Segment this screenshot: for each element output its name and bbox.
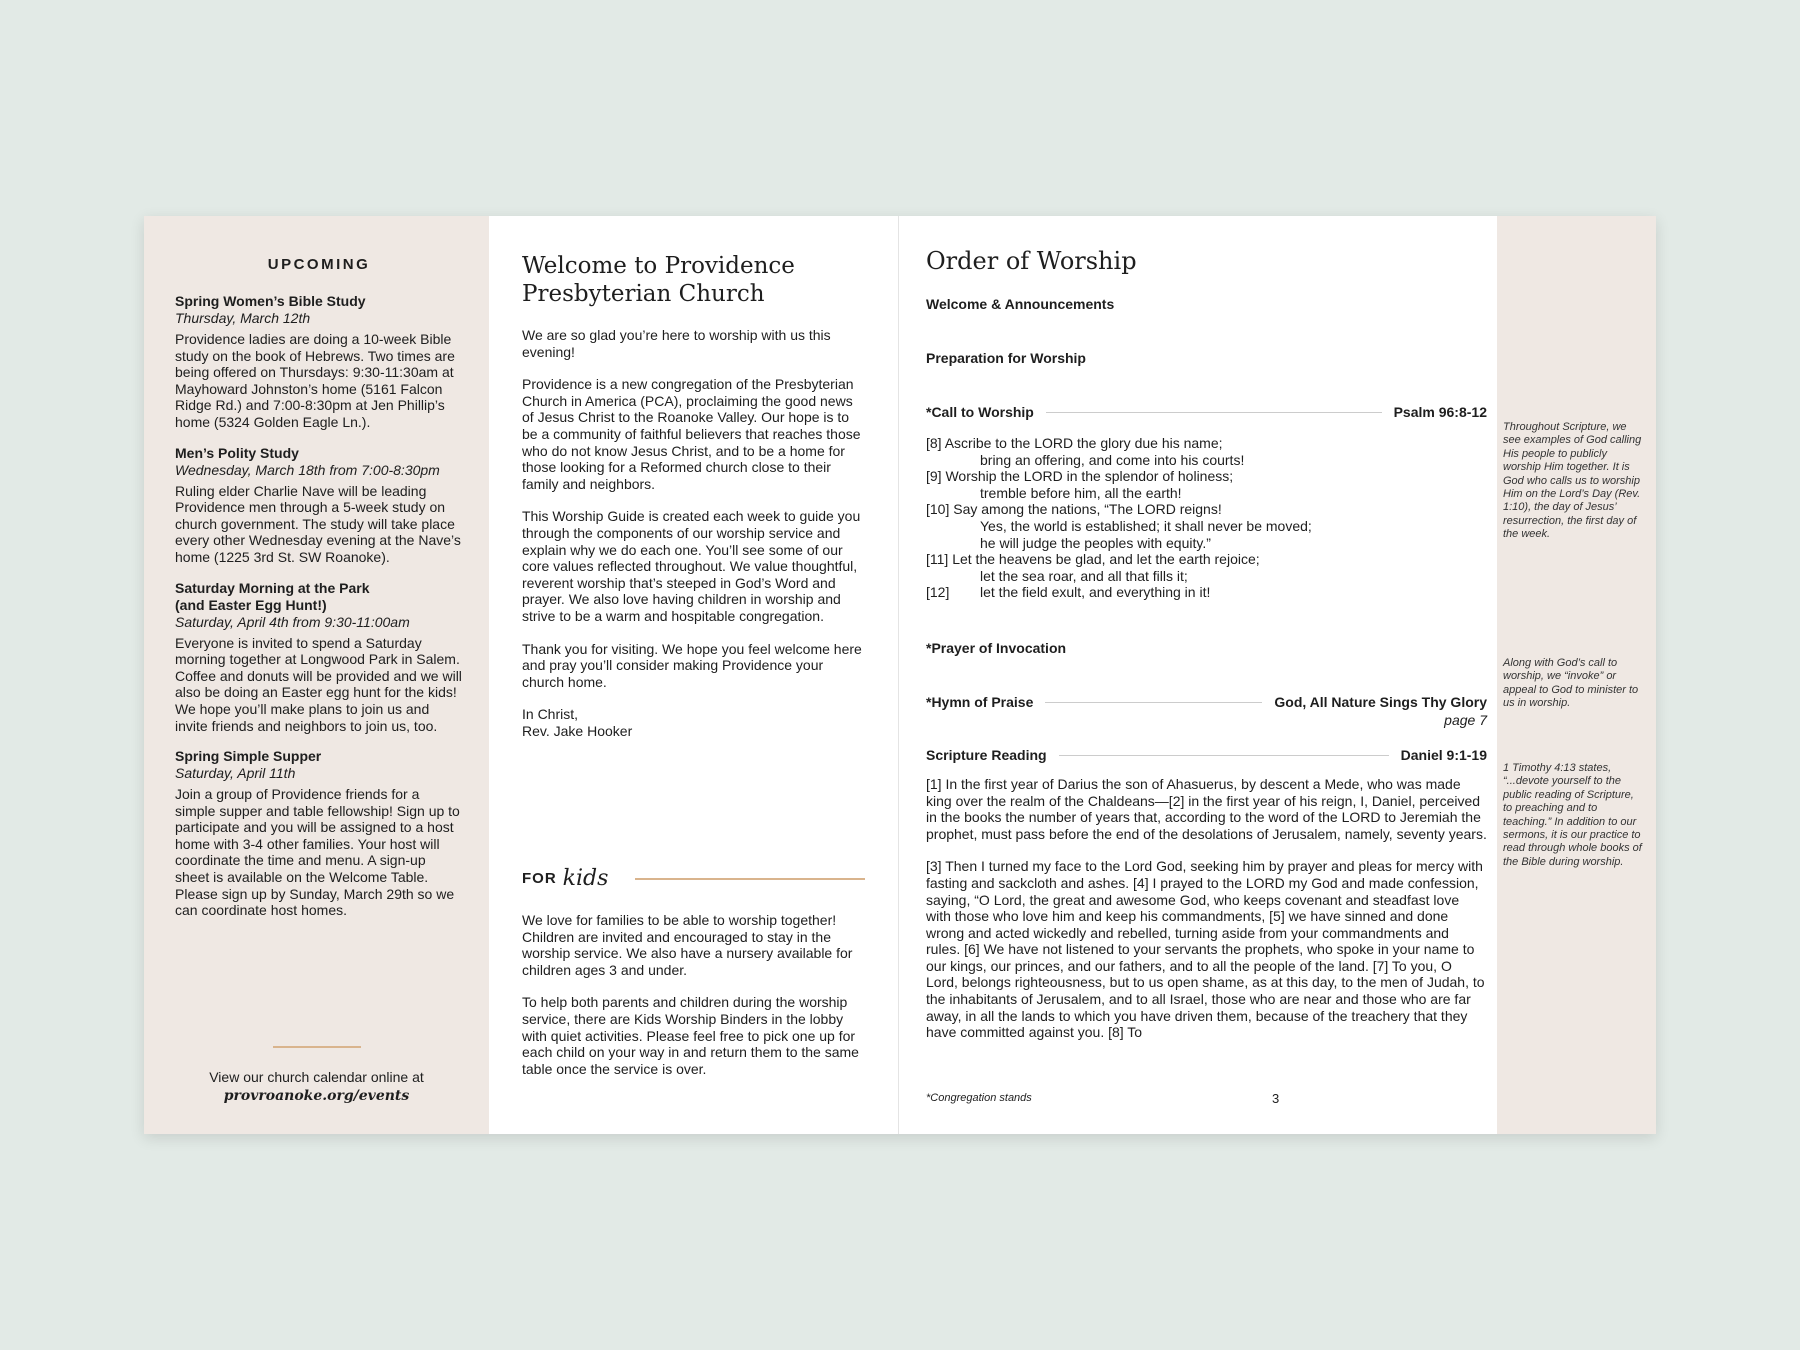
upcoming-heading: UPCOMING [267,256,371,273]
page-number: 3 [1272,1091,1280,1106]
event-title: Men’s Polity Study [175,444,299,461]
order-item-invocation [926,639,1487,657]
order-item-label: *Prayer of Invocation [926,639,1067,656]
scripture-reference: Daniel 9:1-19 [1400,746,1487,763]
verse-text: Say among the nations, “The LORD reigns! [953,501,1222,518]
notes-panel [1497,216,1656,1134]
verse-text: Yes, the world is established; it shall never be moved; [980,517,1312,534]
verse-text: Worship the LORD in the splendor of holiness; [945,468,1234,485]
upcoming-panel [144,216,489,1134]
psalm-text [926,435,1487,601]
order-item-call-to-worship [926,403,1487,421]
psalm-line [926,468,1487,485]
congregation-stands-note: *Congregation stands [926,1092,1032,1104]
kids-word: kids [562,866,609,891]
welcome-paragraph: We are so glad you’re here to worship with us this evening! [522,327,831,360]
welcome-title-line: Welcome to Providence [522,253,795,279]
psalm-line [926,568,1487,585]
welcome-paragraph: Providence is a new congregation of the Presbyterian Church in America (PCA), proclaiming the good news of Jesus Christ to the Roanoke Valley. Our hope is to be a community of faithful believers that reaches those who do not know Jesus Christ, and to be a home for those looking for a Reformed church close to their family and neighbors. [522,376,861,492]
signoff-line: In Christ, [522,706,579,723]
calendar-text: View our church calendar online at [209,1069,424,1085]
order-item-label: Preparation for Worship [926,350,1086,366]
note-scripture-reading: 1 Timothy 4:13 states, “...devote yourself to the public reading of Scripture, to preaching and to teaching.” In addition to our sermons, it is our practice to read through whole books of the Bible during worship. [1503,762,1642,868]
psalm-line [926,518,1487,535]
bulletin-spread [144,216,1656,1134]
note-invocation: Along with God’s call to worship, we “invoke” or appeal to God to minister to us in worship. [1503,657,1639,710]
event-item [175,748,463,919]
leader-line [1059,755,1389,756]
psalm-line [926,452,1487,469]
verse-number: [8] [926,435,942,451]
welcome-title [522,252,864,308]
kids-for-label: FOR [522,870,557,887]
kids-paragraph: We love for families to be able to worship together! Children are invited and encouraged to stay in the worship service. We also have a nursery available for children ages 3 and under. [522,912,853,978]
event-date: Thursday, March 12th [175,310,311,326]
divider [635,878,865,880]
event-item [175,580,463,735]
worship-panel [899,216,1497,1134]
verse-text: Ascribe to the LORD the glory due his name; [944,435,1223,451]
event-description: Everyone is invited to spend a Saturday morning together at Longwood Park in Salem. Coffee and donuts will be provided and we will also be doing an Easter egg hunt for the kids! We hope you’ll make plans to join us and invite friends and neighbors to join us, too. [175,634,462,734]
verse-text: he will judge the peoples with equity.” [980,534,1211,551]
verse-number: [10] [926,501,950,518]
event-title: Saturday Morning at the Park (and Easter Egg Hunt!) [175,579,370,613]
psalm-line [926,501,1487,518]
note-call-to-worship: Throughout Scripture, we see examples of God calling His people to publicly worship Him together. It is God who calls us to worship Him on the Lord’s Day (Rev. 1:10), the day of Jesus’ resurrection, the first day of the week. [1503,421,1642,541]
psalm-line [926,435,1487,452]
welcome-paragraph: Thank you for visiting. We hope you feel welcome here and pray you’ll consider making Providence your church home. [522,640,862,690]
calendar-note [144,1068,489,1106]
event-description: Join a group of Providence friends for a simple supper and table fellowship! Sign up to participate and you will be assigned to a host home with 3-4 other families. Your host will coordinate the time and menu. A sign-up sheet is available on the Welcome Table. Please sign up by Sunday, March 29th so we can coordinate host homes. [175,786,460,919]
hymn-title: God, All Nature Sings Thy Glory [1274,693,1487,710]
welcome-panel [489,216,899,1134]
psalm-line [926,535,1487,552]
event-description: Ruling elder Charlie Nave will be leading Providence men through a 5-week study on church government. The study will take place every other Wednesday evening at the Nave’s home (1225 3rd St. SW Roanoke). [175,482,461,565]
verse-text: let the sea roar, and all that fills it; [980,567,1188,584]
order-item-label: Welcome & Announcements [926,296,1115,312]
kids-section [522,912,865,1093]
event-title: Spring Simple Supper [175,748,322,765]
hymn-page: page 7 [1444,711,1487,728]
verse-number: [11] [926,551,949,568]
psalm-line [926,485,1487,502]
worship-title: Order of Worship [926,247,1137,275]
event-title: Spring Women’s Bible Study [175,293,366,309]
event-item [175,293,463,431]
verse-number: [12] [926,584,950,601]
order-item-label: *Hymn of Praise [926,693,1034,710]
scripture-paragraph: [3] Then I turned my face to the Lord God, seeking him by prayer and pleas for mercy with fasting and sackcloth and ashes. [4] I prayed to the LORD my God and made confession, saying, “O Lord, the great and awesome God, who keeps covenant and steadfast love with those who love him and keep his commandments, [5] we have sinned and done wrong and acted wickedly and rebelled, turning aside from your commandments and rules. [6] We have not listened to your servants the prophets, who spoke in your name to our kings, our princes, and our fathers, and to all the people of the land. [7] To you, O Lord, belongs righteousness, but to us open shame, as at this day, to the men of Judah, to the inhabitants of Jerusalem, and to all Israel, those who are near and those who are far away, in all the lands to which you have driven them, because of the treachery that they have committed against you. [8] To [926,858,1485,1041]
verse-text: let the field exult, and everything in it! [980,584,1211,601]
order-item-preparation [926,349,1487,367]
verse-number: [9] [926,468,942,485]
calendar-link[interactable]: provroanoke.org/events [223,1088,410,1104]
welcome-title-line: Presbyterian Church [522,281,765,307]
verse-text: bring an offering, and come into his courts! [980,451,1245,468]
welcome-paragraph: This Worship Guide is created each week to guide you through the components of our worship service and explain why we do each one. You’ll see some of our core values reflected throughout. We value thoughtful, reverent worship that’s steeped in God’s Word and prayer. We also love having children in worship and strive to be a warm and hospitable congregation. [522,508,861,624]
kids-heading [522,866,865,891]
event-description: Providence ladies are doing a 10-week Bible study on the book of Hebrews. Two times are being offered on Thursdays: 9:30-11:30am at Mayhoward Johnston’s home (5161 Falcon Ridge Rd.) and 7:00-8:30pm at Jen Phillip’s home (5324 Golden Eagle Ln.). [175,331,455,430]
order-item-welcome [926,295,1487,313]
leader-line [1045,702,1262,703]
psalm-line [926,584,1487,601]
verse-text: tremble before him, all the earth! [980,484,1182,501]
psalm-line [926,551,1487,568]
order-item-scripture-reading [926,746,1487,764]
verse-text: Let the heavens be glad, and let the earth rejoice; [952,551,1260,568]
kids-paragraph: To help both parents and children during the worship service, there are Kids Worship Binders in the lobby with quiet activities. Please feel free to pick one up for each child on your way in and return them to the same table once the service is over. [522,994,859,1077]
order-item-hymn [926,693,1487,711]
signoff-name: Rev. Jake Hooker [522,722,633,739]
order-item-label: *Call to Worship [926,404,1034,420]
event-date: Saturday, April 4th from 9:30-11:00am [175,613,410,630]
leader-line [1046,412,1382,413]
event-date: Saturday, April 11th [175,765,296,782]
order-item-label: Scripture Reading [926,746,1047,763]
event-item [175,445,463,566]
scripture-reference: Psalm 96:8-12 [1393,404,1487,420]
scripture-paragraph: [1] In the first year of Darius the son of Ahasuerus, by descent a Mede, who was made king over the realm of the Chaldeans—[2] in the first year of his reign, I, Daniel, perceived in the books the number of years that, according to the word of the LORD to Jeremiah the prophet, must pass before the end of the desolations of Jerusalem, namely, seventy years. [926,775,1487,842]
signoff [522,706,864,739]
divider [273,1046,361,1048]
event-date: Wednesday, March 18th from 7:00-8:30pm [175,461,440,478]
